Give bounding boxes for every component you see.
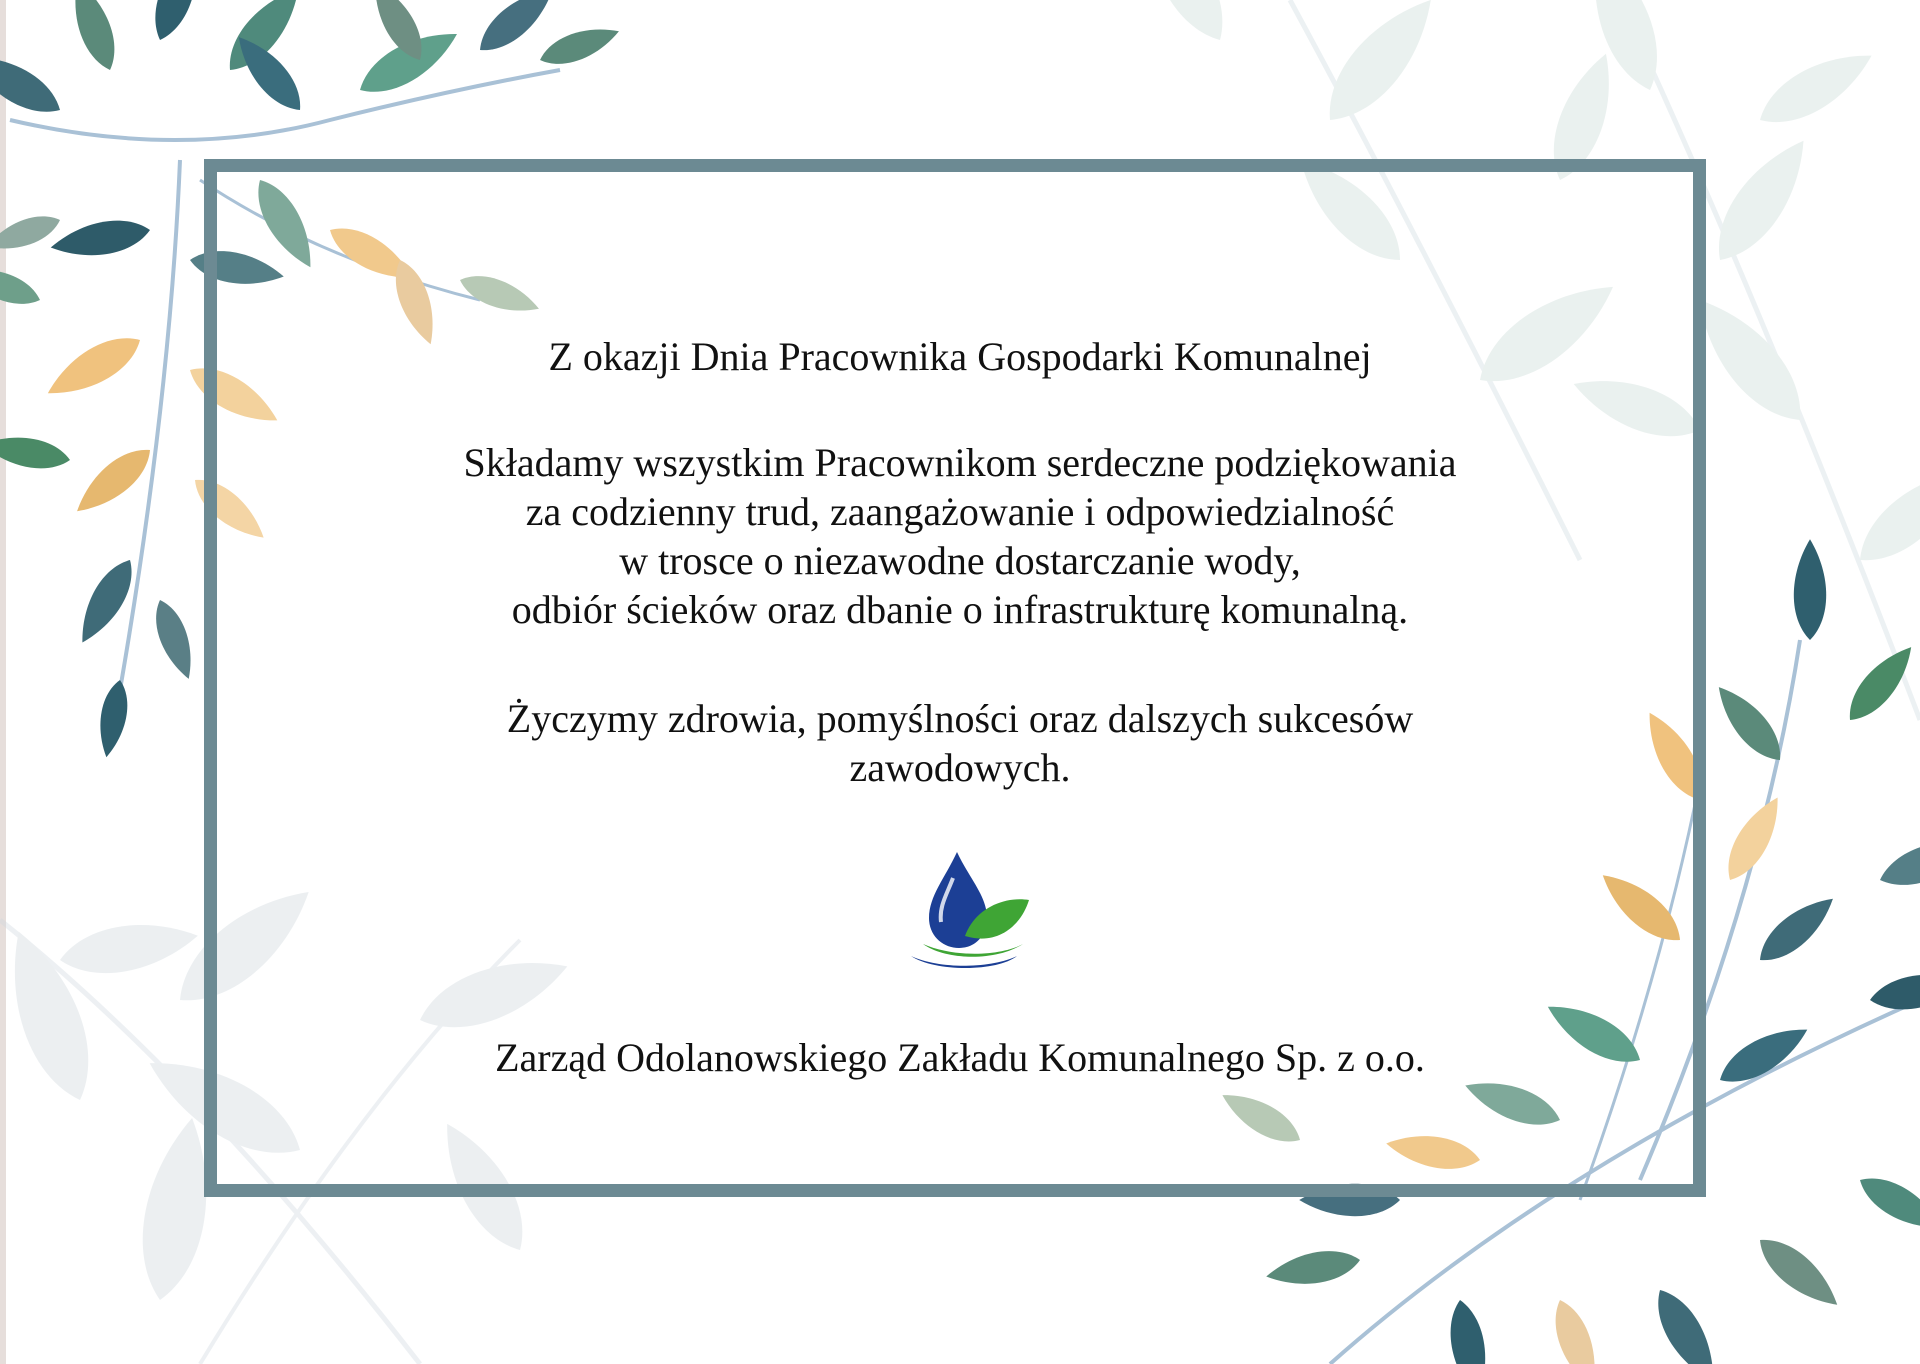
thanks-line: w trosce o niezawodne dostarczanie wody, — [619, 538, 1301, 583]
thanks-line: za codzienny trud, zaangażowanie i odpowiedzialność — [525, 489, 1395, 534]
wishes-line: zawodowych. — [849, 745, 1071, 790]
thanks-line: Składamy wszystkim Pracownikom serdeczne podziękowania — [463, 440, 1457, 485]
wishes-line: Życzymy zdrowia, pomyślności oraz dalszych sukcesów — [506, 696, 1414, 741]
wishes-paragraph — [320, 694, 1600, 792]
thanks-paragraph — [320, 438, 1600, 634]
water-drop-leaf-logo-icon — [905, 848, 1030, 973]
thanks-line: odbiór ścieków oraz dbanie o infrastrukturę komunalną. — [511, 587, 1409, 632]
greeting-title: Z okazji Dnia Pracownika Gospodarki Komunalnej — [548, 334, 1372, 379]
signature: Zarząd Odolanowskiego Zakładu Komunalnego Sp. z o.o. — [495, 1035, 1425, 1080]
